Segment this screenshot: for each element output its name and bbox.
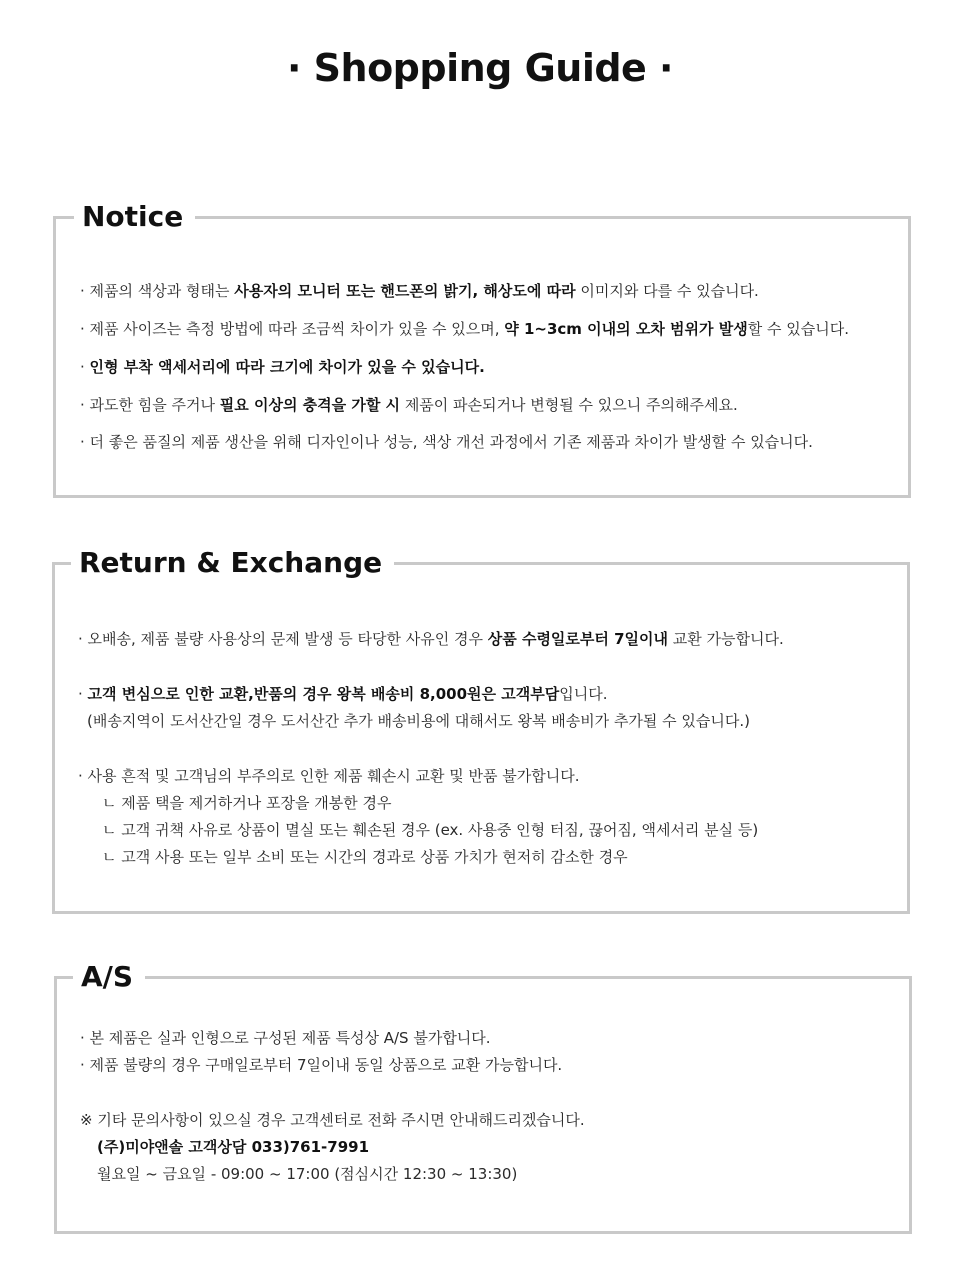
return-sub-1: ㄴ 제품 택을 제거하거나 포장을 개봉한 경우 <box>102 794 392 812</box>
as-line-3: ※ 기타 문의사항이 있으실 경우 고객센터로 전화 주시면 안내해드리겠습니다. <box>80 1111 585 1129</box>
notice-line-1: · 제품의 색상과 형태는 사용자의 모니터 또는 핸드폰의 밝기, 해상도에 따라 이미지와 다를 수 있습니다. <box>80 282 759 300</box>
as-line-1: · 본 제품은 실과 인형으로 구성된 제품 특성상 A/S 불가합니다. <box>80 1029 491 1047</box>
as-section <box>54 960 912 1234</box>
notice-line-2: · 제품 사이즈는 측정 방법에 따라 조금씩 차이가 있을 수 있으며, 약 1~3cm 이내의 오차 범위가 발생할 수 있습니다. <box>80 320 849 338</box>
notice-section <box>53 200 911 498</box>
as-line-2: · 제품 불량의 경우 구매일로부터 7일이내 동일 상품으로 교환 가능합니다. <box>80 1056 563 1074</box>
return-line-1: · 오배송, 제품 불량 사용상의 문제 발생 등 타당한 사유인 경우 상품 수령일로부터 7일이내 교환 가능합니다. <box>78 630 784 648</box>
as-heading: A/S <box>73 955 145 999</box>
return-exchange-section <box>52 546 910 914</box>
return-sub-2: ㄴ 고객 귀책 사유로 상품이 멸실 또는 훼손된 경우 (ex. 사용중 인형 터짐, 끊어짐, 액세서리 분실 등) <box>102 821 759 839</box>
notice-line-3: · 인형 부착 액세서리에 따라 크기에 차이가 있을 수 있습니다. <box>80 358 485 376</box>
return-exchange-heading: Return & Exchange <box>71 541 394 585</box>
notice-line-5: · 더 좋은 품질의 제품 생산을 위해 디자인이나 성능, 색상 개선 과정에서 기존 제품과 차이가 발생할 수 있습니다. <box>80 433 813 451</box>
return-line-3: (배송지역이 도서산간일 경우 도서산간 추가 배송비용에 대해서도 왕복 배송비가 추가될 수 있습니다.) <box>87 712 751 730</box>
as-contact: (주)미야앤솔 고객상담 033)761-7991 <box>97 1138 370 1156</box>
notice-heading: Notice <box>74 195 195 239</box>
return-line-2: · 고객 변심으로 인한 교환,반품의 경우 왕복 배송비 8,000원은 고객부담입니다. <box>78 685 608 703</box>
return-line-4: · 사용 흔적 및 고객님의 부주의로 인한 제품 훼손시 교환 및 반품 불가합니다. <box>78 767 580 785</box>
return-sub-3: ㄴ 고객 사용 또는 일부 소비 또는 시간의 경과로 상품 가치가 현저히 감소한 경우 <box>102 848 628 866</box>
notice-line-4: · 과도한 힘을 주거나 필요 이상의 충격을 가할 시 제품이 파손되거나 변형될 수 있으니 주의해주세요. <box>80 396 738 414</box>
page-title: · Shopping Guide · <box>286 46 673 90</box>
as-hours: 월요일 ~ 금요일 - 09:00 ~ 17:00 (점심시간 12:30 ~ 13:30) <box>97 1165 518 1183</box>
